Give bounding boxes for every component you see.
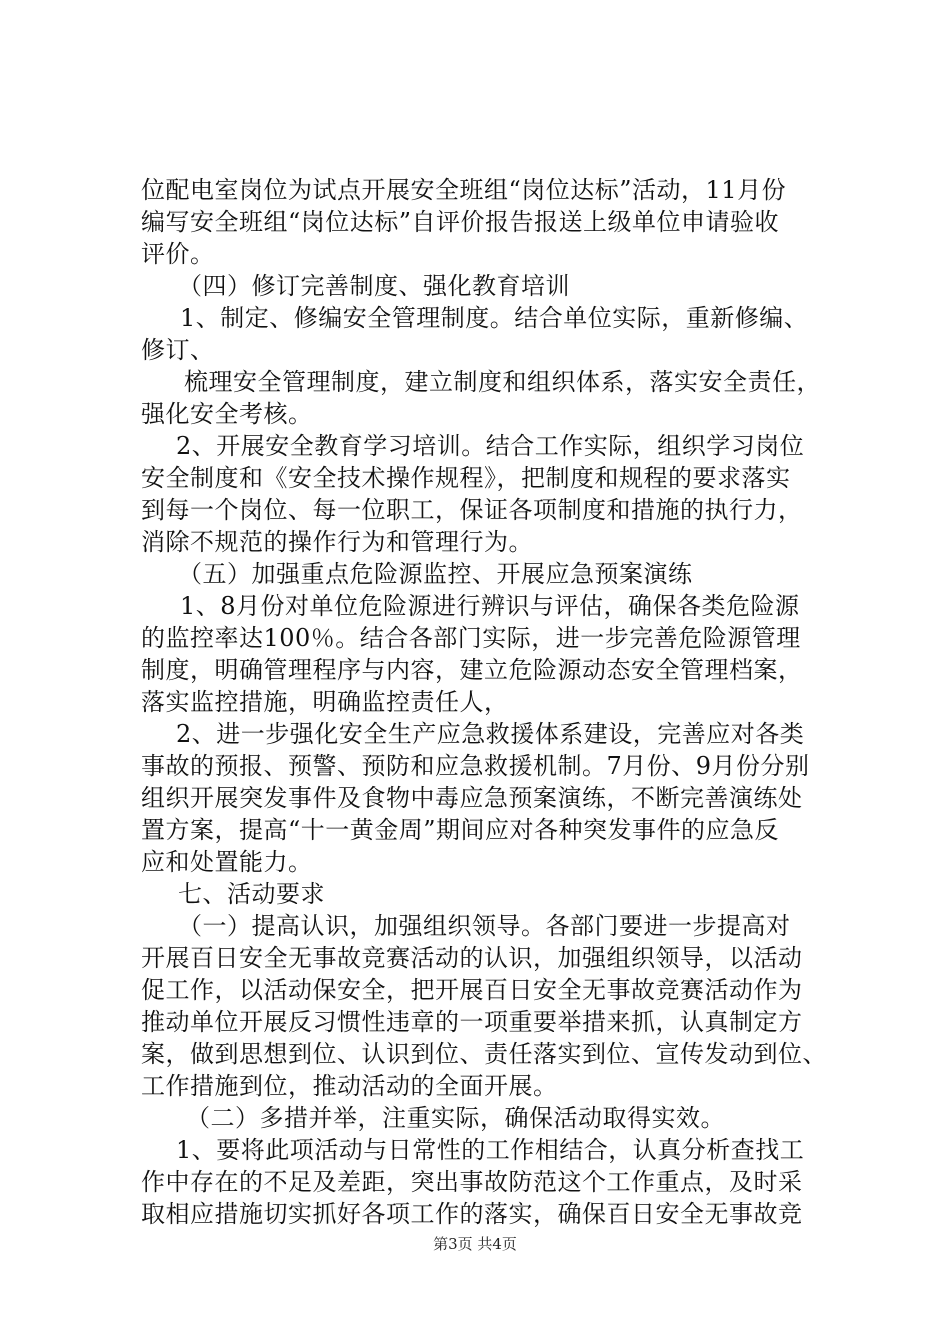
- section-heading: （四）修订完善制度、强化教育培训: [178, 272, 570, 300]
- text-line: 消除不规范的操作行为和管理行为。: [141, 528, 533, 556]
- text-line: 编写安全班组“岗位达标”自评价报告报送上级单位申请验收: [141, 208, 780, 236]
- text-line: 梳理安全管理制度，建立制度和组织体系，落实安全责任，: [184, 368, 821, 396]
- text-line: 应和处置能力。: [141, 848, 313, 876]
- text-line: 到每一个岗位、每一位职工，保证各项制度和措施的执行力，: [141, 496, 803, 524]
- text-line: 的监控率达100％。结合各部门实际，进一步完善危险源管理: [141, 624, 801, 652]
- text-line: 1、要将此项活动与日常性的工作相结合，认真分析查找工: [176, 1136, 805, 1164]
- text-line: 安全制度和《安全技术操作规程》，把制度和规程的要求落实: [141, 464, 791, 492]
- text-line: 修订、: [141, 336, 215, 364]
- text-line: 案，做到思想到位、认识到位、责任落实到位、宣传发动到位、: [141, 1040, 827, 1068]
- section-heading: （二）多措并举，注重实际，确保活动取得实效。: [186, 1104, 725, 1132]
- text-line: 2、开展安全教育学习培训。结合工作实际，组织学习岗位: [176, 432, 805, 460]
- section-heading: 七、活动要求: [178, 880, 325, 908]
- text-line: 作中存在的不足及差距，突出事故防范这个工作重点，及时采: [141, 1168, 803, 1196]
- text-line: 位配电室岗位为试点开展安全班组“岗位达标”活动，11月份: [141, 176, 787, 204]
- text-line: 落实监控措施，明确监控责任人，: [141, 688, 509, 716]
- section-heading: （一）提高认识，加强组织领导。各部门要进一步提高对: [178, 912, 791, 940]
- text-line: 开展百日安全无事故竞赛活动的认识，加强组织领导，以活动: [141, 944, 803, 972]
- text-line: 1、8月份对单位危险源进行辨识与评估，确保各类危险源: [180, 592, 800, 620]
- text-line: 取相应措施切实抓好各项工作的落实，确保百日安全无事故竞: [141, 1200, 803, 1228]
- text-line: 促工作，以活动保安全，把开展百日安全无事故竞赛活动作为: [141, 976, 803, 1004]
- text-line: 工作措施到位，推动活动的全面开展。: [141, 1072, 558, 1100]
- text-line: 推动单位开展反习惯性违章的一项重要举措来抓，认真制定方: [141, 1008, 803, 1036]
- text-line: 事故的预报、预警、预防和应急救援机制。7月份、9月份分别: [141, 752, 810, 780]
- text-line: 2、进一步强化安全生产应急救援体系建设，完善应对各类: [176, 720, 805, 748]
- text-line: 制度，明确管理程序与内容，建立危险源动态安全管理档案，: [141, 656, 803, 684]
- section-heading: （五）加强重点危险源监控、开展应急预案演练: [178, 560, 693, 588]
- text-line: 强化安全考核。: [141, 400, 313, 428]
- text-line: 置方案，提高“十一黄金周”期间应对各种突发事件的应急反: [141, 816, 780, 844]
- text-line: 评价。: [141, 240, 215, 268]
- text-line: 1、制定、修编安全管理制度。结合单位实际，重新修编、: [180, 304, 809, 332]
- page-number: 第3页 共4页: [433, 1235, 517, 1253]
- text-line: 组织开展突发事件及食物中毒应急预案演练，不断完善演练处: [141, 784, 803, 812]
